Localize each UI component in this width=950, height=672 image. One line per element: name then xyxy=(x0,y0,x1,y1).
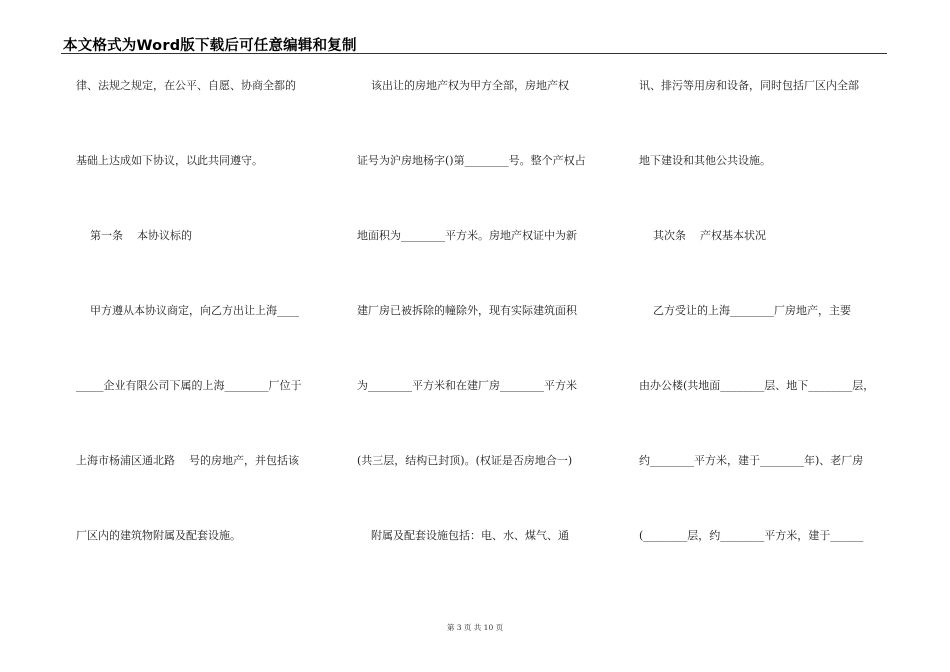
text-line: 讯、排污等用房和设备，同时包括厂区内全部 xyxy=(639,79,859,92)
text-line: 律、法规之规定，在公平、自愿、协商全都的 xyxy=(76,79,296,92)
text-line: 乙方受让的上海________厂房地产，主要 xyxy=(639,304,851,317)
text-line: 证号为沪房地杨字()第________号。整个产权占 xyxy=(357,154,586,167)
text-column-3 xyxy=(639,0,909,672)
text-line: 基础上达成如下协议，以此共同遵守。 xyxy=(76,154,263,167)
text-line: 甲方遵从本协议商定，向乙方出让上海____ xyxy=(76,304,299,317)
text-line: 地下建设和其他公共设施。 xyxy=(639,154,771,167)
text-line: 其次条 产权基本状况 xyxy=(639,229,766,242)
text-column-1 xyxy=(76,0,346,672)
text-line: (共三层，结构已封顶)。(权证是否房地合一) xyxy=(357,454,573,467)
page-number-footer: 第 3 页 共 10 页 xyxy=(446,623,504,632)
text-line: 厂区内的建筑物附属及配套设施。 xyxy=(76,529,241,542)
text-line: 附属及配套设施包括：电、水、煤气、通 xyxy=(357,529,569,542)
text-line: 上海市杨浦区通北路 号的房地产，并包括该 xyxy=(76,454,299,467)
text-line: (________层，约________平方米，建于______ xyxy=(639,529,864,542)
text-line: 约________平方米，建于________年)、老厂房 xyxy=(639,454,864,467)
text-column-2 xyxy=(357,0,627,672)
text-line: 地面积为________平方米。房地产权证中为新 xyxy=(357,229,577,242)
text-line: 第一条 本协议标的 xyxy=(76,229,192,242)
text-line: 该出让的房地产权为甲方全部，房地产权 xyxy=(357,79,569,92)
document-header-title: 本文格式为Word版下载后可任意编辑和复制 xyxy=(63,38,357,54)
text-line: _____企业有限公司下属的上海________厂位于 xyxy=(76,379,302,392)
text-line: 由办公楼(共地面________层、地下________层， xyxy=(639,379,875,392)
text-line: 为________平方米和在建厂房________平方米 xyxy=(357,379,577,392)
text-line: 建厂房已被拆除的幢除外，现有实际建筑面积 xyxy=(357,304,577,317)
